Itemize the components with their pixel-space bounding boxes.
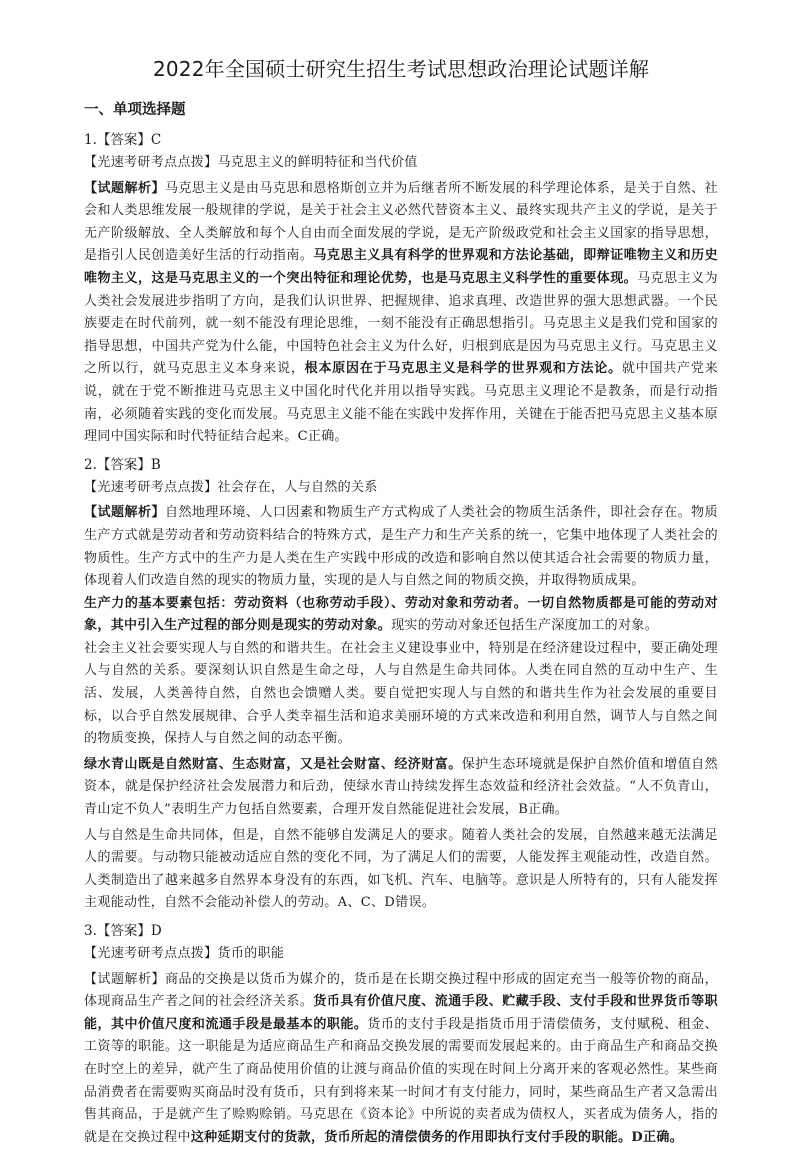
topic-text: 马克思主义的鲜明特征和当代价值 [217, 155, 418, 170]
analysis-text: 人与自然是生命共同体，但是，自然不能够自发满足人的要求。随着人类社会的发展，自然越来越无法满足人的需要。与动物只能被动适应自然的变化不同，为了满足人们的需要，人能发挥主观能动性，改造自然。人类制造出了越来越多自然界本身没有的东西，如飞机、汽车、电脑等。意识是人所特有的，只有人能发挥主观能动性，自然不会能动补偿人的劳动。A、C、D错误。 [84, 827, 718, 911]
analysis-paragraph [84, 593, 718, 638]
analysis-text-bold: 生产力的基本要素包括：劳动资料（也称劳动手段）、劳动对象和劳动者。一切自然物质都是可能的劳动对象，其中引入生产过程的部分则是现实的劳动对象。 [84, 595, 718, 634]
analysis-text: 马克思主义是由马克思和恩格斯创立并为后继者所不断发展的科学理论体系，是关于自然、社会和人类思维发展一般规律的学说，是关于社会主义必然代替资本主义、最终实现共产主义的学说，是关于无产阶级解放、全人类解放和每个人自由而全面发展的学说，是无产阶级政党和社会主义国家的指导思想，是指引人民创造美好生活的行动指南。 [84, 180, 718, 264]
analysis-paragraph [84, 754, 718, 822]
analysis-text-bold: 马克思主义具有科学的世界观和方法论基础，即辩证唯物主义和历史唯物主义，这是马克思主义的一个突出特征和理论优势，也是马克思主义科学性的重要体现。 [84, 248, 718, 286]
analysis-text-bold: 这种延期支付的货款，货币所起的清偿债务的作用即执行支付手段的职能。D正确。 [190, 1129, 684, 1145]
question-1 [84, 128, 718, 449]
analysis-label: 【试题解析】 [84, 505, 165, 521]
analysis-text: 现实的劳动对象还包括生产深度加工的对象。 [391, 618, 659, 634]
analysis-paragraph [84, 638, 718, 751]
analysis-text: 保护生态环境就是保护自然价值和增值自然资本，就是保护经济社会发展潜力和后劲，使绿水青山持续发挥生态效益和经济社会效益。“人不负青山，青山定不负人”表明生产力包括自然要素，合理开发自然能促进社会发展，B正确。 [84, 756, 718, 818]
analysis-paragraph [84, 178, 718, 449]
analysis-text-bold: 绿水青山既是自然财富、生态财富，又是社会财富、经济财富。 [84, 756, 462, 772]
analysis-text: 货币的支付手段是指货币用于清偿债务，支付赋税、租金、工资等的职能。这一职能是为适应商品生产和商品交换发展的需要而发展起来的。由于商品生产和商品交换在时空上的差异，就产生了商品使用价值的让渡与商品价值的实现在时间上分离开来的客观必然性。某些商品消费者在需要购买商品时没有货币，只有到将来某一时间才有支付能力，同时，某些商品生产者又急需出售其商品，于是就产生了赊购赊销。马克思在《资本论》中所说的卖者成为债权人，买者成为债务人，指的就是在交换过程中 [84, 1016, 718, 1145]
analysis-text: 社会主义社会要实现人与自然的和谐共生。在社会主义建设事业中，特别是在经济建设过程中，要正确处理人与自然的关系。要深刻认识自然是生命之母，人与自然是生命共同体。人类在同自然的互动中生产、生活、发展，人类善待自然，自然也会馈赠人类。要自觉把实现人与自然的和谐共生作为社会发展的重要目标，以合乎自然发展规律、合乎人类幸福生活和追求美丽环境的方式来改造和利用自然，调节人与自然之间的物质变换，保持人与自然之间的动态平衡。 [84, 640, 718, 747]
answer-line: 1.【答案】C [84, 132, 162, 148]
topic-label: 【光速考研考点点拨】 [84, 946, 218, 961]
analysis-label: 【试题解析】 [84, 180, 165, 196]
analysis-text-bold: 货币具有价值尺度、流通手段、贮藏手段、支付手段和世界货币等职能，其中价值尺度和流通手段是最基本的职能。 [84, 994, 718, 1032]
topic-text: 货币的职能 [217, 946, 285, 961]
answer-line: 2.【答案】B [84, 456, 161, 473]
analysis-text: 马克思主义为人类社会发展进步指明了方向，是我们认识世界、把握规律、追求真理、改造世界的强大思想武器。一个民族要走在时代前列，就一刻不能没有理论思维，一刻不能没有正确思想指引。马克思主义是我们党和国家的指导思想，中国共产党为什么能，中国特色社会主义为什么好，归根到底是因为马克思主义行。马克思主义之所以行，就马克思主义本身来说， [84, 270, 718, 377]
document-page [84, 54, 718, 1149]
analysis-paragraph [84, 969, 718, 1149]
section-heading: 一、单项选择题 [84, 101, 186, 118]
answer-line: 3.【答案】D [84, 923, 162, 939]
analysis-text: 就中国共产党来说，就在于党不断推进马克思主义中国化时代化并用以指导实践。马克思主义理论不是教条，而是行动指南，必须随着实践的变化而发展。马克思主义能不能在实践中发挥作用，关键在于能否把马克思主义基本原理同中国实际和时代特征结合起来。C正确。 [84, 361, 718, 445]
analysis-text-bold: 根本原因在于马克思主义是科学的世界观和方法论。 [304, 361, 622, 377]
analysis-text: 商品的交换是以货币为媒介的，货币是在长期交换过程中形成的固定充当一般等价物的商品，体现商品生产者之间的社会经济关系。 [84, 971, 718, 1010]
topic-line [84, 477, 718, 500]
topic-label: 【光速考研考点点拨】 [84, 479, 218, 495]
topic-text: 社会存在，人与自然的关系 [217, 479, 378, 495]
analysis-paragraph [84, 825, 718, 915]
topic-line [84, 943, 718, 966]
question-3 [84, 919, 718, 1149]
document-title: 2022年全国硕士研究生招生考试思想政治理论试题详解 [152, 57, 650, 81]
question-2 [84, 453, 718, 915]
topic-line [84, 152, 718, 175]
analysis-paragraph [84, 502, 718, 592]
analysis-text: 自然地理环境、人口因素和物质生产方式构成了人类社会的物质生活条件，即社会存在。物质生产方式就是劳动者和劳动资料结合的特殊方式，是生产力和生产关系的统一，它集中地体现了人类社会的物质性。生产方式中的生产力是人类在生产实践中形成的改造和影响自然以使其适合社会需要的物质力量，体现着人们改造自然的现实的物质力量，实现的是人与自然之间的物质交换，并取得物质成果。 [84, 505, 718, 589]
analysis-label: 【试题解析】 [84, 971, 165, 987]
topic-label: 【光速考研考点点拨】 [84, 155, 218, 170]
